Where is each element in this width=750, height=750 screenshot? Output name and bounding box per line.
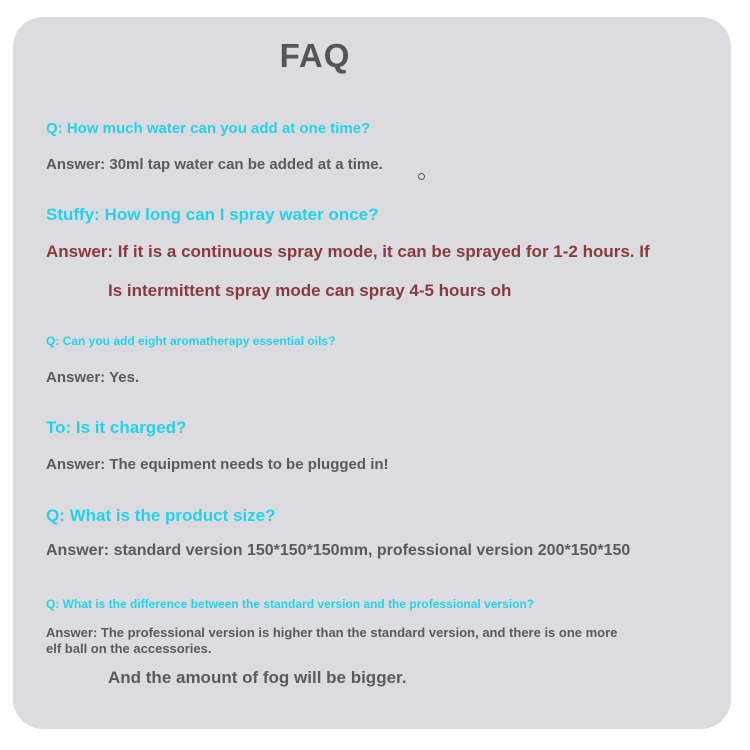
faq-answer-4: Answer: The equipment needs to be plugged in! [46, 456, 389, 473]
faq-question-4: To: Is it charged? [46, 418, 187, 437]
dot-mark [418, 173, 425, 180]
faq-answer-3: Answer: Yes. [46, 369, 140, 386]
faq-answer-2-line-2: Is intermittent spray mode can spray 4-5 hours oh [108, 281, 512, 300]
faq-question-3: Q: Can you add eight aromatherapy essential oils? [46, 334, 336, 348]
faq-answer-2-line-1: Answer: If it is a continuous spray mode, it can be sprayed for 1-2 hours. If [46, 242, 650, 261]
faq-question-1: Q: How much water can you add at one time? [46, 120, 371, 137]
faq-answer-5: Answer: standard version 150*150*150mm, professional version 200*150*150 [46, 542, 631, 559]
faq-question-6: Q: What is the difference between the standard version and the professional version? [46, 597, 535, 611]
faq-answer-6-line-1: Answer: The professional version is higher than the standard version, and there is one more [46, 625, 618, 640]
faq-answer-6-line-3: And the amount of fog will be bigger. [108, 668, 407, 687]
faq-question-5: Q: What is the product size? [46, 506, 276, 525]
faq-question-2: Stuffy: How long can I spray water once? [46, 205, 379, 224]
faq-answer-1: Answer: 30ml tap water can be added at a time. [46, 156, 383, 173]
faq-title: FAQ [279, 37, 351, 74]
faq-answer-6-line-2: elf ball on the accessories. [46, 641, 212, 656]
